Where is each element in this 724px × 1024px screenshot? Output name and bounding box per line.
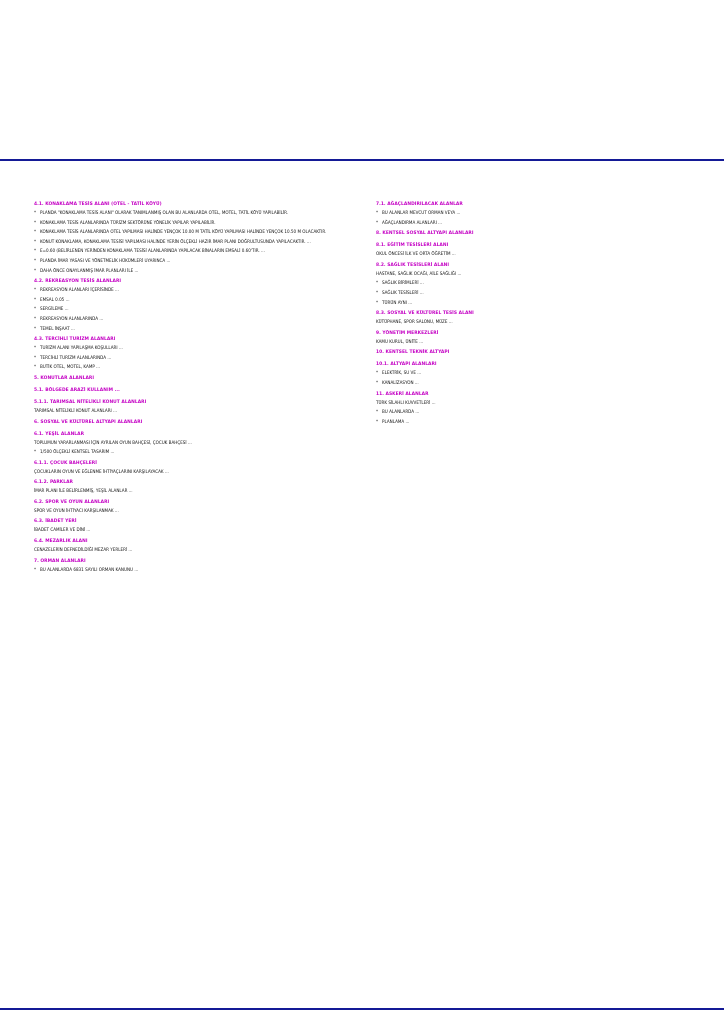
paragraph: * KONAKLAMA TESİS ALANLARINDA TÜRİZM SEKTÖRÜNE YÖNELİK YAPILAR YAPILABİLİR. <box>34 220 346 226</box>
paragraph: KAMU KURUL, ÜNİTE ... <box>376 338 424 344</box>
section-heading: 6.1.1. ÇOCUK BAHÇELERİ <box>34 460 97 466</box>
paragraph: * 1/500 ÖLÇEKLİ KENTSEL TASARIM ... <box>34 449 346 455</box>
paragraph: İBADET CAMİLER VE DİNİ ... <box>34 527 91 533</box>
left-column <box>34 196 346 576</box>
right-column <box>376 196 688 428</box>
paragraph: * SAĞLIK BİRİMLERİ ... <box>376 280 688 286</box>
paragraph: HASTANE, SAĞLIK OCAĞI, AİLE SAĞLIĞI ... <box>376 270 462 276</box>
section-heading: 6.4. MEZARLIK ALANI <box>34 539 88 545</box>
paragraph: * AĞAÇLANDIRMA ALANLARI ... <box>376 220 688 226</box>
section-heading: 9. YÖNETİM MERKEZLERİ <box>376 330 439 336</box>
paragraph: * TURİZM ALANI YAPILAŞMA KOŞULLARI ... <box>34 345 346 351</box>
paragraph: * PLANLAMA ... <box>376 419 688 425</box>
section-heading: 10. KENTSEL TEKNİK ALTYAPI <box>376 350 450 356</box>
paragraph: OKUL ÖNCESİ İLK VE ORTA ÖĞRETİM ... <box>376 251 456 257</box>
paragraph: * PLANDA "KONAKLAMA TESİS ALANI" OLARAK TANIMLANMIŞ OLAN BU ALANLARDA OTEL, MOTEL, TATİL KÖYÜ YAPILABİLİR. <box>34 210 346 216</box>
bottom-rule <box>0 1008 724 1010</box>
section-heading: 6.1.2. PARKLAR <box>34 480 73 486</box>
paragraph: * PLANDA İMAR YASASI VE YÖNETMELİK HÜKÜMLERİ UYARINCA ... <box>34 258 346 264</box>
paragraph: * TERCİHLİ TURİZM ALANLARINDA ... <box>34 355 346 361</box>
section-heading: 6. SOSYAL VE KÜLTÜREL ALTYAPI ALANLARI <box>34 419 143 425</box>
paragraph: TOPLUMUN YARARLANMASI İÇİN AYRILAN OYUN BAHÇESİ, ÇOCUK BAHÇESİ ... <box>34 439 192 445</box>
section-heading: 5. KONUTLAR ALANLARI <box>34 375 95 381</box>
paragraph: * REKREASYON ALANLARI İÇERİSİNDE ... <box>34 287 346 293</box>
section-heading: 11. ASKERİ ALANLAR <box>376 391 429 397</box>
top-rule <box>0 159 724 161</box>
paragraph: CENAZELERİN DEFNEDİLDİĞİ MEZAR YERLERİ ... <box>34 547 133 553</box>
section-heading: 8. KENTSEL SOSYAL ALTYAPI ALANLARI <box>376 231 474 237</box>
section-heading: 8.3. SOSYAL VE KÜLTÜREL TESİS ALANI <box>376 311 474 317</box>
paragraph: * KANALİZASYON ... <box>376 380 688 386</box>
paragraph: ÇOCUKLARIN OYUN VE EĞLENME İHTİYAÇLARINI KARŞILAYACAK ... <box>34 468 169 474</box>
section-heading: 4.2. REKREASYON TESİS ALANLARI <box>34 279 122 285</box>
paragraph: * DAHA ÖNCE ONAYLANMIŞ İMAR PLANLARI İLE ... <box>34 268 346 274</box>
section-heading: 4.3. TERCİHLİ TURİZM ALANLARI <box>34 337 116 343</box>
paragraph: TÜRK SİLAHLI KUVVETLERİ ... <box>376 399 436 405</box>
paragraph: TARIMSAL NİTELİKLİ KONUT ALANLARI ... <box>34 407 117 413</box>
section-heading: 5.1. BÖLGEDE ARAZİ KULLANIM ... <box>34 387 120 393</box>
paragraph: * TEMEL İNŞAAT ... <box>34 326 346 332</box>
paragraph: * KONAKLAMA TESİS ALANLARINDA OTEL YAPILMASI HALİNDE YENÇOK 10.00 M TATİL KÖYÜ YAPILMASI HALİNDE YENÇOK 10.50 M OLACAKTIR. <box>34 229 346 235</box>
section-heading: 10.1. ALTYAPI ALANLARI <box>376 362 437 368</box>
section-heading: 8.2. SAĞLIK TESİSLERİ ALANI <box>376 262 450 268</box>
paragraph: * KONUT KONAKLAMA, KONAKLAMA TESİSİ YAPILMASI HALİNDE YERİN ÖLÇEKLİ HAZIR İMAR PLANI DOĞRULTUSUNDA YAPILACAKTIR. ... <box>34 239 346 245</box>
section-heading: 7. ORMAN ALANLARI <box>34 558 86 564</box>
section-heading: 7.1. AĞAÇLANDIRILACAK ALANLAR <box>376 202 463 207</box>
paragraph: * BU ALANLARDA ... <box>376 409 688 415</box>
section-heading: 5.1.1. TARIMSAL NİTELİKLİ KONUT ALANLARI <box>34 399 147 405</box>
paragraph: KÜTÜPHANE, SPOR SALONU, MÜZE ... <box>376 319 453 325</box>
paragraph: SPOR VE OYUN İHTİYACI KARŞILANMAK ... <box>34 507 119 513</box>
section-heading: 4.1. KONAKLAMA TESİS ALANI (OTEL - TATİL KÖYÜ) <box>34 202 162 207</box>
paragraph: * SAĞLIK TESİSLERİ ... <box>376 290 688 296</box>
section-heading: 6.2. SPOR VE OYUN ALANLARI <box>34 499 110 505</box>
paragraph: * REKREASYON ALANLARINDA ... <box>34 316 346 322</box>
paragraph: * BUTİK OTEL, MOTEL, KAMP ... <box>34 364 346 370</box>
section-heading: 6.3. İBADET YERİ <box>34 519 77 525</box>
paragraph: İMAR PLANI İLE BELİRLENMİŞ, YEŞİL ALANLAR ... <box>34 488 133 494</box>
paragraph: * TÜRÜN AYNI ... <box>376 300 688 306</box>
paragraph: * BU ALANLAR MEVCUT ORMAN VEYA ... <box>376 210 688 216</box>
paragraph: * SERGİLEME ... <box>34 306 346 312</box>
section-heading: 8.1. EĞİTİM TESİSLERİ ALANI <box>376 243 449 249</box>
paragraph: * BU ALANLARDA 6831 SAYILI ORMAN KANUNU ... <box>34 567 346 573</box>
paragraph: * ELEKTRİK, SU VE ... <box>376 370 688 376</box>
section-heading: 6.1. YEŞİL ALANLAR <box>34 431 85 437</box>
paragraph: * E=0.60 (BELİRLENEN YERİNDEN KONAKLAMA TESİSİ ALANLARINDA YAPILACAK BİNALARIN EMSALİ 0.60'TIR. ... <box>34 248 346 254</box>
paragraph: * EMSAL 0.05 ... <box>34 297 346 303</box>
